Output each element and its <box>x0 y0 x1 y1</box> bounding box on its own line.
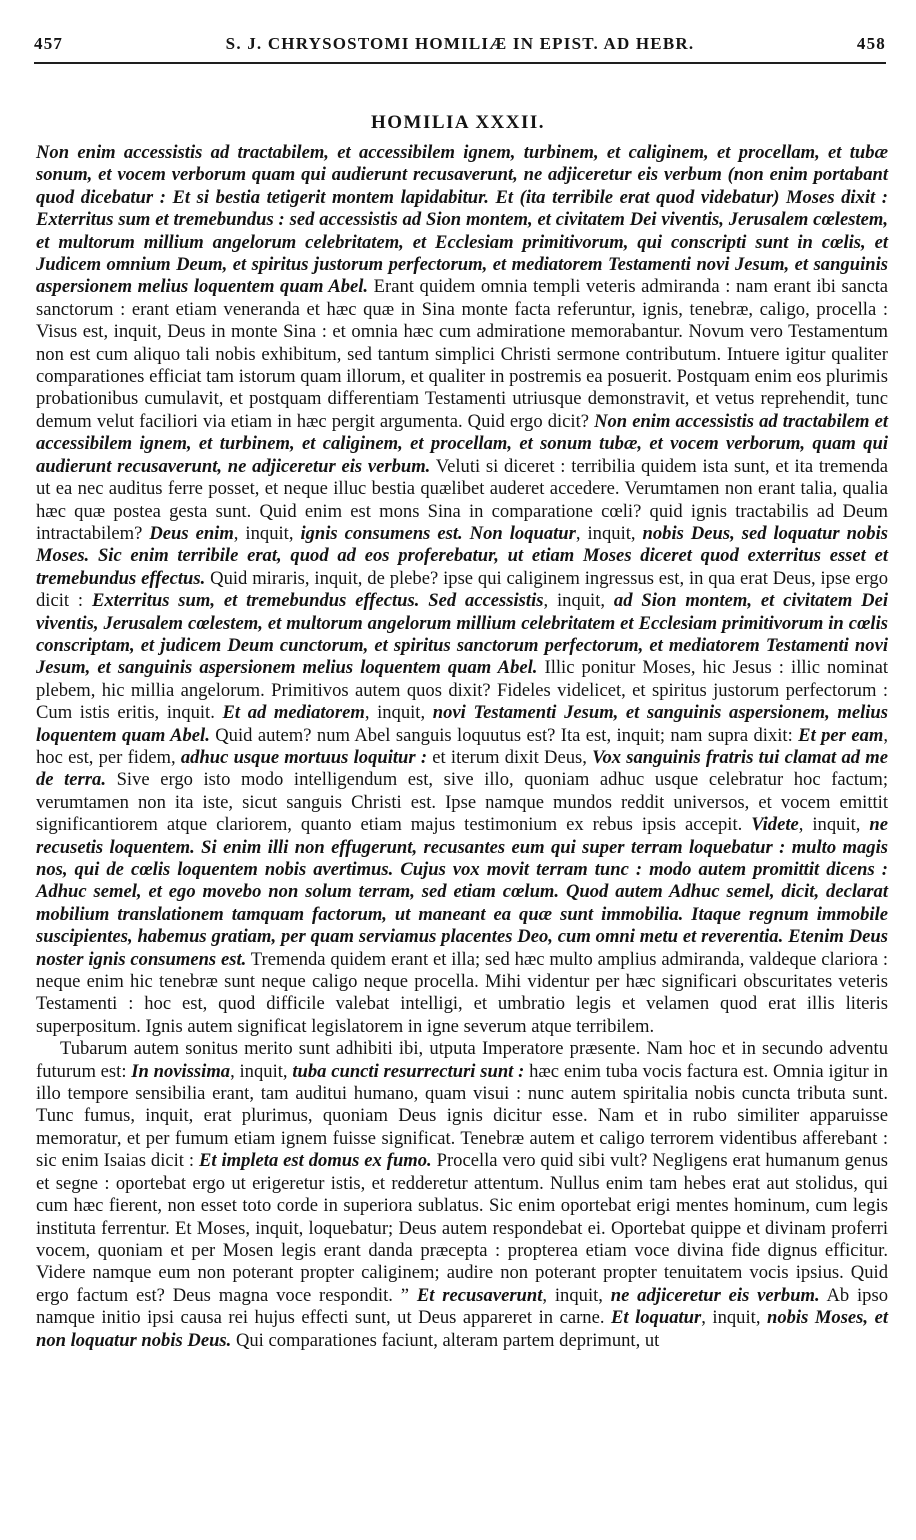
italic-quotation: Et loquatur <box>611 1307 702 1329</box>
text-run: Erant quidem omnia templi veteris admiranda : nam erant ibi sancta sanctorum : erant etiam veneranda et hæc quæ in Sina monte facta referuntur, ignis, tenebræ, caligo, procella : Visus est, inquit, Deus in monte Sina : et omnia hæc cum admiratione memorabantur. Novum vero Testamentum non est cum aliquo tali nobis exhibitum, sed tantum simplici Christi sermone contributum. Intuere igitur qualiter comparationes efficiat tam istorum quam illorum, et qualiter in postremis ea posuerit. Postquam enim eos plurimis probationibus cumulavit, et postquam differentiam Testamenti utriusque demonstravit, et vetus reprehendit, tunc demum velut faciliori via etiam in hæc pergit argumenta. Quid ergo dicit? <box>36 276 888 432</box>
paragraph <box>36 1038 888 1352</box>
text-run: et iterum dixit Deus, <box>427 746 593 768</box>
running-title: S. J. CHRYSOSTOMI HOMILIÆ IN EPIST. AD HEBR. <box>225 34 695 53</box>
text-run: Quid autem? num Abel sanguis loquutus est? Ita est, inquit; nam supra dixit: <box>209 724 799 746</box>
text-run: , inquit, <box>543 590 614 612</box>
italic-quotation: nobis Deus, sed loquatur nobis Moses. Sic enim terribile erat, quod ad eos proferebatur, ut etiam Moses diceret quod exterritus esset et tremebundus effectus. <box>36 522 888 589</box>
italic-quotation: Et ad mediatorem <box>222 702 365 724</box>
text-run: Tremenda quidem erant et illa; sed hæc multo amplius admiranda, valdeque clariora : neque enim hic tenebræ sunt neque caligo neque procella. Mihi videntur per hæc significari obscuritates veteris Testamenti : hoc est, quod difficile valebat intelligi, et umbratio legis et velamen quod erat illis literis superpositum. Ignis autem significat legislatorem in igne severum atque terribilem. <box>36 948 888 1037</box>
header-rule <box>34 62 886 64</box>
text-run: Tubarum autem sonitus merito sunt adhibiti ibi, utputa Imperatore præsente. Nam hoc et in secundo adventu futurum est: <box>36 1038 888 1082</box>
text-run: , hoc est, per fidem, <box>36 724 888 768</box>
italic-quotation: ad Sion montem, et civitatem Dei viventis, Jerusalem cœlestem, et multorum angelorum millium celebritatem et Ecclesiam primitivorum in cœlis conscriptam, et judicem Deum cunctorum, et spiritus sanctorum perfectorum, et mediatorem Testamenti novi Jesum, et sanguinis aspersionem melius loquentem quam Abel. <box>36 590 889 679</box>
italic-quotation: Vox sanguinis fratris tui clamat ad me de terra. <box>36 746 888 791</box>
paragraph <box>36 142 888 1038</box>
italic-quotation: Et impleta est domus ex fumo. <box>198 1150 432 1172</box>
italic-quotation: ne recusetis loquentem. Si enim illi non effugerunt, recusantes eum qui super terram loquebatur : multo magis nos, qui de cœlis loquentem nobis avertimus. Cujus vox movit terram tunc : modo autem promittit dicens : Adhuc semel, et ego movebo non solum terram, sed etiam cœlum. Quod autem Adhuc semel, dicit, declarat mobilium translationem tamquam factorum, ut maneant ea quæ sunt immobilia. Itaque regnum immobile suscipientes, habemus gratiam, per quam serviamus placentes Deo, cum omni metu et reverentia. Etenim Deus noster ignis consumens est. <box>36 814 888 970</box>
text-run: , inquit, <box>230 1060 293 1082</box>
italic-quotation: Et recusaverunt <box>416 1284 543 1306</box>
text-run: Illic ponitur Moses, hic Jesus : illic nominat plebem, hic millia angelorum. Primitivos autem quos dixit? Fideles videlicet, et spiritus justorum perfectorum : Cum istis eritis, inquit. <box>36 657 888 724</box>
text-run: , inquit, <box>798 814 870 836</box>
italic-quotation: ne adjiceretur eis verbum. <box>610 1284 820 1306</box>
text-run: , inquit, <box>542 1284 611 1306</box>
italic-quotation: nobis Moses, et non loquatur nobis Deus. <box>36 1307 889 1351</box>
italic-quotation: Non enim accessistis ad tractabilem, et accessibilem ignem, turbinem, et caliginem, et procellam, et tubæ sonum, et vocem verborum quam qui audierunt recusaverunt, ne adjiceretur eis verbum (non enim portabant quod dicebatur : Et si bestia tetigerit montem lapidabitur. Et (ita terribile erat quod videbatur) Moses dixit : Exterritus sum et tremebundus : sed accessistis ad Sion montem, et civitatem Dei viventis, Jerusalem cœlestem, et multorum millium angelorum celebritatem, et Ecclesiam primitivorum, qui conscripti sunt in cœlis, et Judicem omnium Deum, et spiritus justorum perfectorum, et mediatorem Testamenti novi Jesum, et sanguinis aspersionem melius loquentem quam Abel. <box>36 142 888 298</box>
text-run: Veluti si diceret : terribilia quidem ista sunt, et ita tremenda ut ea nec auditus ferre posset, et neque illuc bestia quælibet auderet accedere. Verumtamen non erant talia, qualia hæc quæ postea gesta sunt. Quid enim est mons Sina in comparatione cœli? quid ignis tractabilis ad Deum intractabilem? <box>36 455 889 544</box>
text-run: Procella vero quid sibi vult? Negligens erat humanum genus et segne : oportebat ergo ut erigeretur istis, et redderetur attentum. Nullus enim tam hebes erat aut stolidus, qui cum hæc fierent, non esset toto corde in superiora sublatus. Sic enim oportebat erigi mentes hominum, cum legis instituta ferrentur. Et Moses, inquit, loquebatur; Deus autem respondebat ei. Oportebat quippe et divinam proferri vocem, quoniam et per Mosen legis erant danda præcepta : propterea etiam voce divina fide dignus efficitur. Videre namque eum non poterant propter caliginem; audire non poterant propter tenuitatem vocis ipsius. Quid ergo factum est? Deus magna voce respondit. ” <box>36 1150 888 1306</box>
text-run: , inquit, <box>575 522 643 544</box>
body-text <box>36 142 888 1352</box>
italic-quotation: adhuc usque mortuus loquitur : <box>180 746 428 768</box>
page-number-right: 458 <box>856 34 886 53</box>
text-run: Qui comparationes faciunt, alteram partem deprimunt, ut <box>231 1329 660 1351</box>
italic-quotation: novi Testamenti Jesum, et sanguinis aspersionem, melius loquentem quam Abel. <box>36 702 888 746</box>
text-run: Ab ipso namque initio ipsi causa rei hujus effecti sunt, ut Deus appareret in carne. <box>36 1284 889 1329</box>
text-run: Quid miraris, inquit, de plebe? ipse qui caliginem ingressus est, in qua erat Deus, ipse ergo dicit : <box>36 567 888 612</box>
italic-quotation: Videte <box>751 814 799 836</box>
italic-quotation: Exterritus sum, et tremebundus effectus. Sed accessistis <box>91 590 544 612</box>
italic-quotation: Deus enim <box>149 522 234 544</box>
page-number-left: 457 <box>34 34 64 53</box>
text-run: , inquit, <box>701 1307 767 1329</box>
italic-quotation: tuba cuncti resurrecturi sunt : <box>292 1060 525 1082</box>
text-run: , inquit, <box>364 702 433 724</box>
text-run: Sive ergo isto modo intelligendum est, sive illo, quoniam adhuc usque celebratur hoc factum; verumtamen non ita iste, sicut sanguis Christi est. Ipse namque mundos reddit universos, et vocem emittit significantiorem atque clariorem, quanto etiam majus testimonium ex rebus ipsis accepit. <box>36 769 888 836</box>
italic-quotation: Non enim accessistis ad tractabilem et accessibilem ignem, et turbinem, et caliginem, et procellam, et sonum tubæ, et vocem verborum, quam qui audierunt recusaverunt, ne adjiceretur eis verbum. <box>36 410 888 477</box>
homily-title: HOMILIA XXXII. <box>370 112 546 133</box>
text-run: , inquit, <box>233 522 301 544</box>
italic-quotation: In novissima <box>131 1060 231 1082</box>
italic-quotation: ignis consumens est. Non loquatur <box>300 522 576 544</box>
italic-quotation: Et per eam <box>798 724 884 746</box>
running-head <box>34 34 886 60</box>
text-run: hæc enim tuba vocis factura est. Omnia igitur in illo tempore sensibilia erant, tam auditui humano, quam visui : nunc autem spiritalia nobis cuncta tributa sunt. Tunc fumus, inquit, erat plurimus, quoniam Deus ignis dicitur esse. Nam et in rubo similiter apparuisse memoratur, et per fumum etiam ignem fuisse significat. Tenebræ autem et caligo terrorem videntibus afferebant : sic enim Isaias dicit : <box>36 1060 888 1172</box>
